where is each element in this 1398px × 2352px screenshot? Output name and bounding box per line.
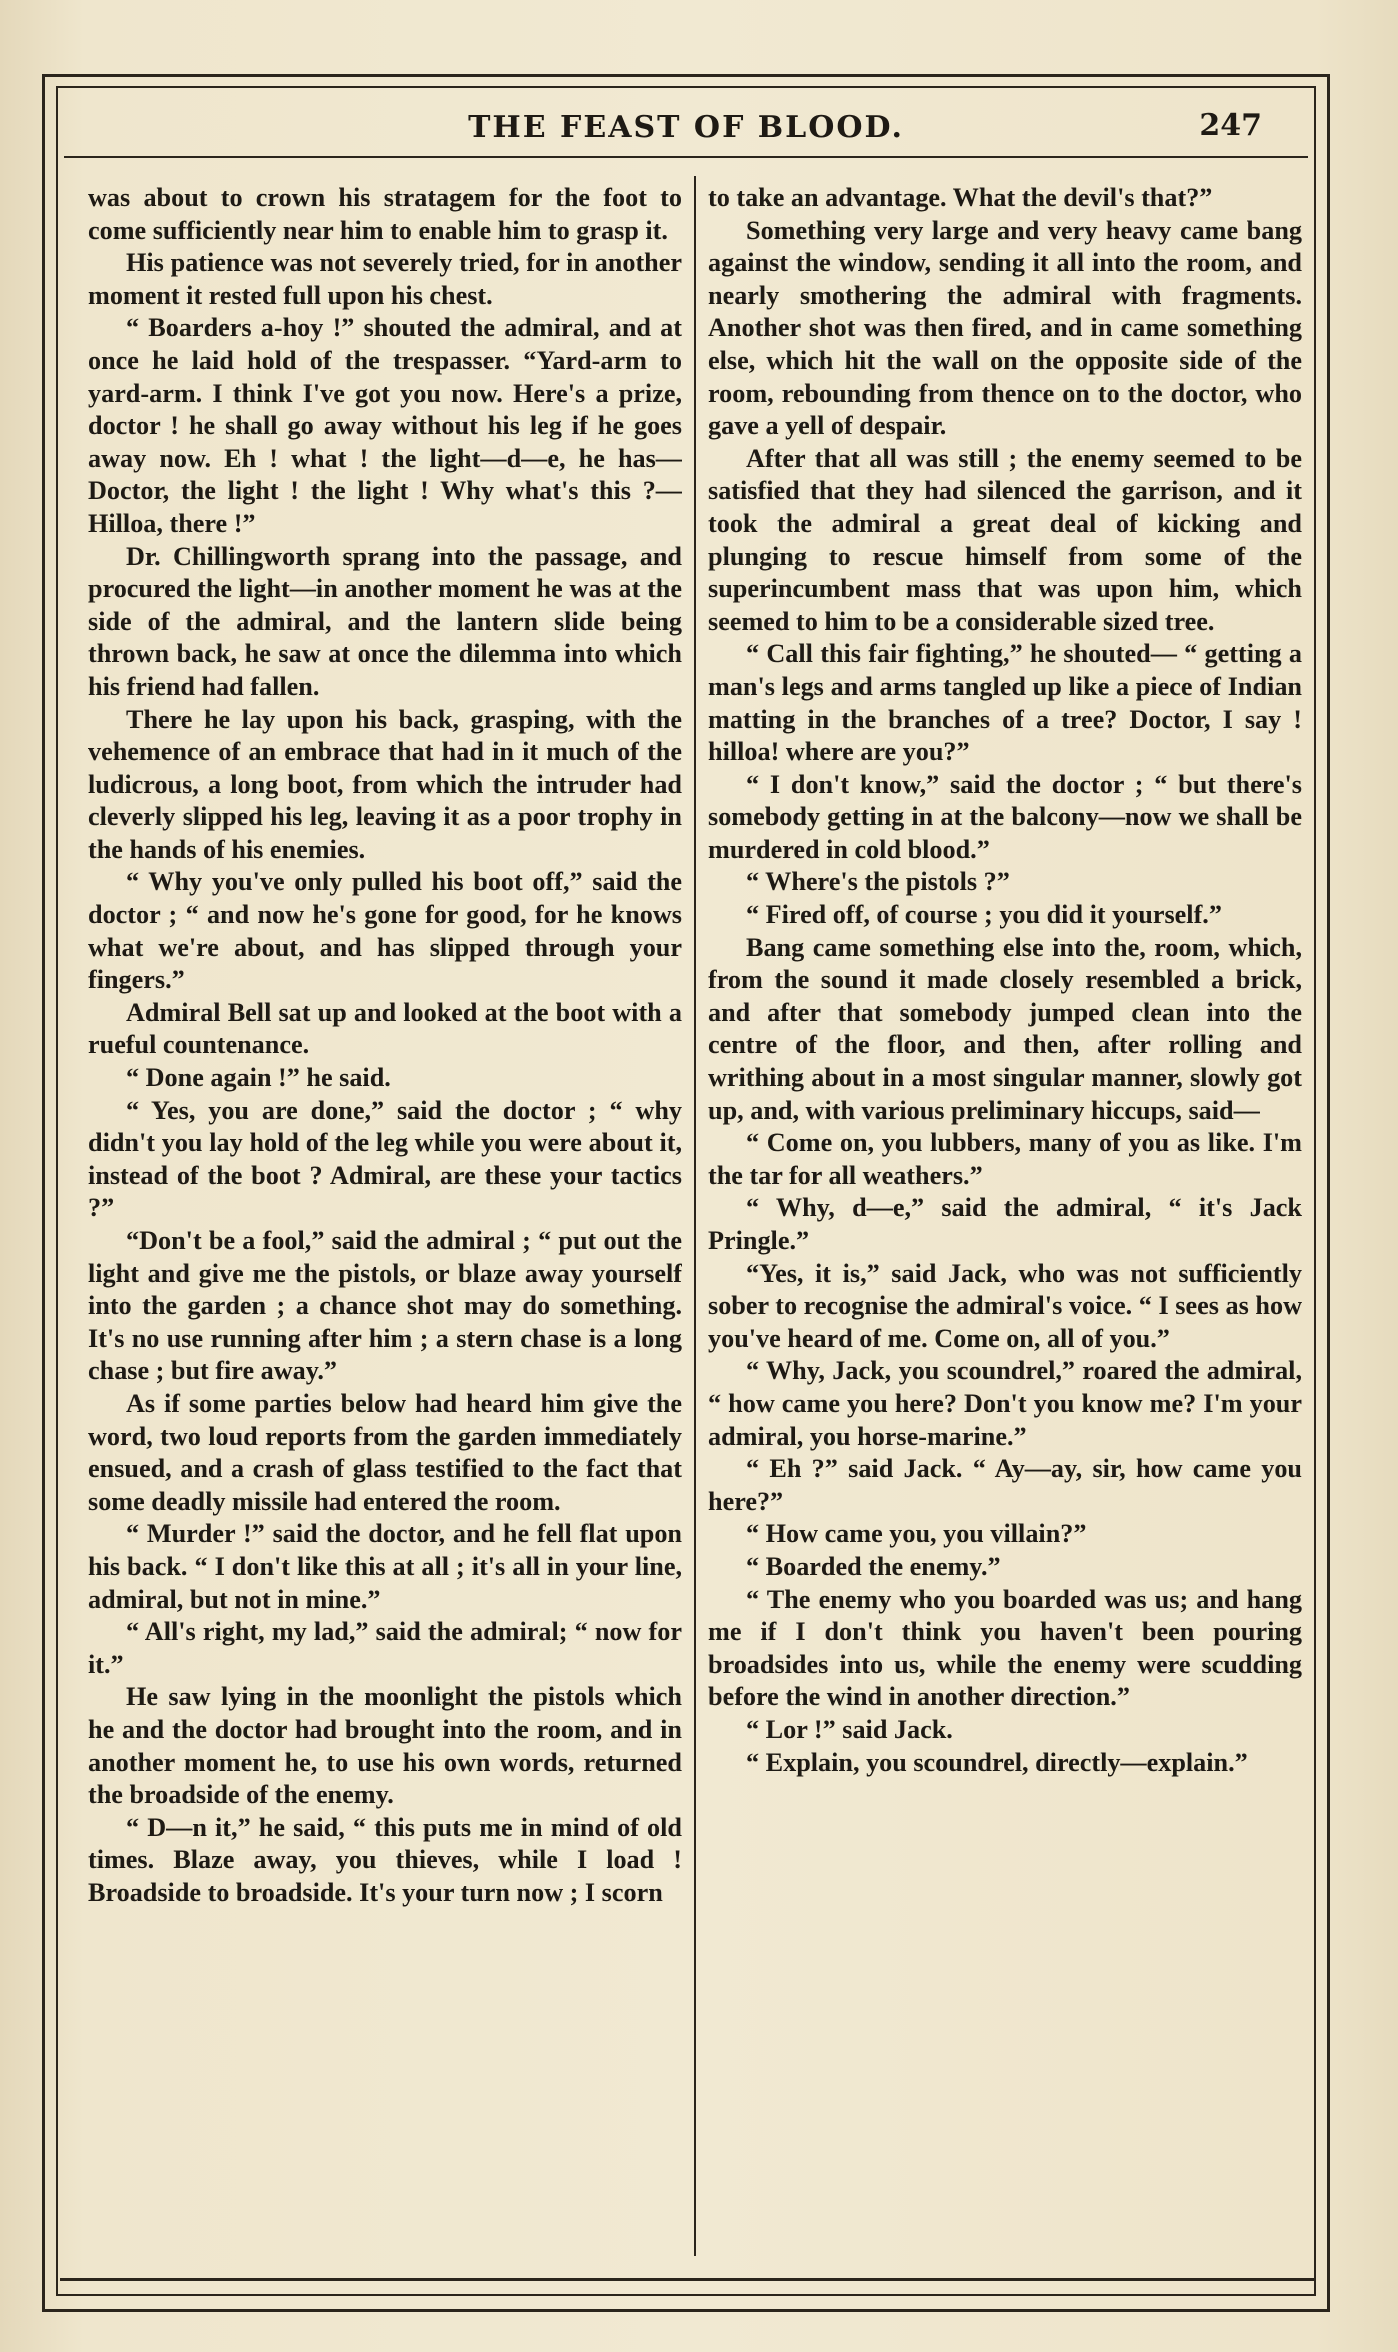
paragraph: “ Why, Jack, you scoundrel,” roared the admiral, “ how came you here? Don't you know me? I'm your admiral, you horse-marine.” [708,1356,1302,1451]
paragraph: “ Explain, you scoundrel, directly—explain.” [746,1747,1248,1777]
paragraph: to take an advantage. What the devil's that?” [708,183,1213,212]
paragraph: “ Why you've only pulled his boot off,” said the doctor ; “ and now he's gone for good, for he knows what we're about, and has slipped through your fingers.” [88,867,682,995]
paragraph: “ Call this fair fighting,” he shouted— “ getting a man's legs and arms tangled up like a piece of Indian matting in the branches of a tree? Doctor, I say ! hilloa! where are you?” [708,639,1302,767]
page-header [64,104,1308,154]
page-number: 247 [1199,108,1262,143]
paragraph: “ Yes, you are done,” said the doctor ; “ why didn't you lay hold of the leg while you were about it, instead of the boot ? Admiral, are these your tactics ?” [88,1095,682,1223]
paragraph: “ Eh ?” said Jack. “ Ay—ay, sir, how came you here?” [708,1454,1302,1516]
bottom-rule [60,2278,1316,2281]
running-title: THE FEAST OF BLOOD. [468,110,904,145]
paragraph: Admiral Bell sat up and looked at the boot with a rueful countenance. [88,997,682,1060]
paragraph: “ Lor !” said Jack. [746,1714,953,1744]
paragraph: Something very large and very heavy came bang against the window, sending it all into the room, and nearly smothering the admiral with fragments. Another shot was then fired, and in came something else, which hit the wall on the opposite side of the room, rebounding from thence on to the doctor, who gave a yell of despair. [708,215,1302,441]
paragraph: “ D—n it,” he said, “ this puts me in mind of old times. Blaze away, you thieves, while I load ! Broadside to broadside. It's your turn now ; I scorn [88,1812,682,1907]
paragraph: “ Come on, you lubbers, many of you as like. I'm the tar for all weathers.” [708,1128,1302,1190]
paragraph: “ Boarded the enemy.” [746,1551,1001,1581]
column-divider [694,176,696,2256]
paragraph: “ How came you, you villain?” [746,1519,1087,1549]
paragraph: “ All's right, my lad,” said the admiral; “ now for it.” [88,1617,682,1679]
paragraph: There he lay upon his back, grasping, with the vehemence of an embrace that had in it much of the ludicrous, a long boot, from which the intruder had cleverly slipped his leg, leaving it as a poor trophy in the hands of his enemies. [88,704,682,864]
left-column [88,182,682,2254]
paragraph: “ Murder !” said the doctor, and he fell flat upon his back. “ I don't like this at all ; it's all in your line, admiral, but not in mine.” [88,1519,682,1614]
paragraph: “ Fired off, of course ; you did it yourself.” [746,900,1222,930]
right-column [708,182,1302,2254]
paragraph: was about to crown his stratagem for the foot to come sufficiently near him to enable him to grasp it. [88,183,682,245]
paragraph: He saw lying in the moonlight the pistols which he and the doctor had brought into the room, and in another moment he, to use his own words, returned the broadside of the enemy. [88,1682,682,1810]
paragraph: “ Why, d—e,” said the admiral, “ it's Jack Pringle.” [708,1193,1302,1255]
paragraph: Bang came something else into the, room, which, from the sound it made closely resembled a brick, and after that somebody jumped clean into the centre of the floor, and then, after rolling and writhing about in a most singular manner, slowly got up, and, with various preliminary hiccups, said— [708,932,1302,1125]
paragraph: “ The enemy who you boarded was us; and hang me if I don't think you haven't been pouring broadsides into us, while the enemy were scudding before the wind in another direction.” [708,1584,1302,1712]
paragraph: “Don't be a fool,” said the admiral ; “ put out the light and give me the pistols, or blaze away yourself into the garden ; a chance shot may do something. It's no use running after him ; a stern chase is a long chase ; but fire away.” [88,1226,682,1386]
paragraph: After that all was still ; the enemy seemed to be satisfied that they had silenced the garrison, and it took the admiral a great deal of kicking and plunging to rescue himself from some of the superincumbent mass that was upon him, which seemed to him to be a considerable sized tree. [708,443,1302,636]
header-rule [64,156,1308,158]
paragraph: “ Done again !” he said. [126,1063,391,1093]
paragraph: His patience was not severely tried, for in another moment it rested full upon his chest. [88,248,682,310]
paragraph: “ Boarders a-hoy !” shouted the admiral, and at once he laid hold of the trespasser. “Yard-arm to yard-arm. I think I've got you now. Here's a prize, doctor ! he shall go away without his leg if he goes away now. Eh ! what ! the light—d—e, he has—Doctor, the light ! the light ! Why what's this ?—Hilloa, there !” [88,313,682,538]
paragraph: “ Where's the pistols ?” [746,867,1010,897]
paragraph: “Yes, it is,” said Jack, who was not sufficiently sober to recognise the admiral's voice. “ I sees as how you've heard of me. Come on, all of you.” [708,1258,1302,1353]
paragraph: As if some parties below had heard him give the word, two loud reports from the garden immediately ensued, and a crash of glass testified to the fact that some deadly missile had entered the room. [88,1388,682,1516]
paragraph: Dr. Chillingworth sprang into the passage, and procured the light—in another moment he was at the side of the admiral, and the lantern slide being thrown back, he saw at once the dilemma into which his friend had fallen. [88,541,682,701]
paragraph: “ I don't know,” said the doctor ; “ but there's somebody getting in at the balcony—now we shall be murdered in cold blood.” [708,769,1302,864]
